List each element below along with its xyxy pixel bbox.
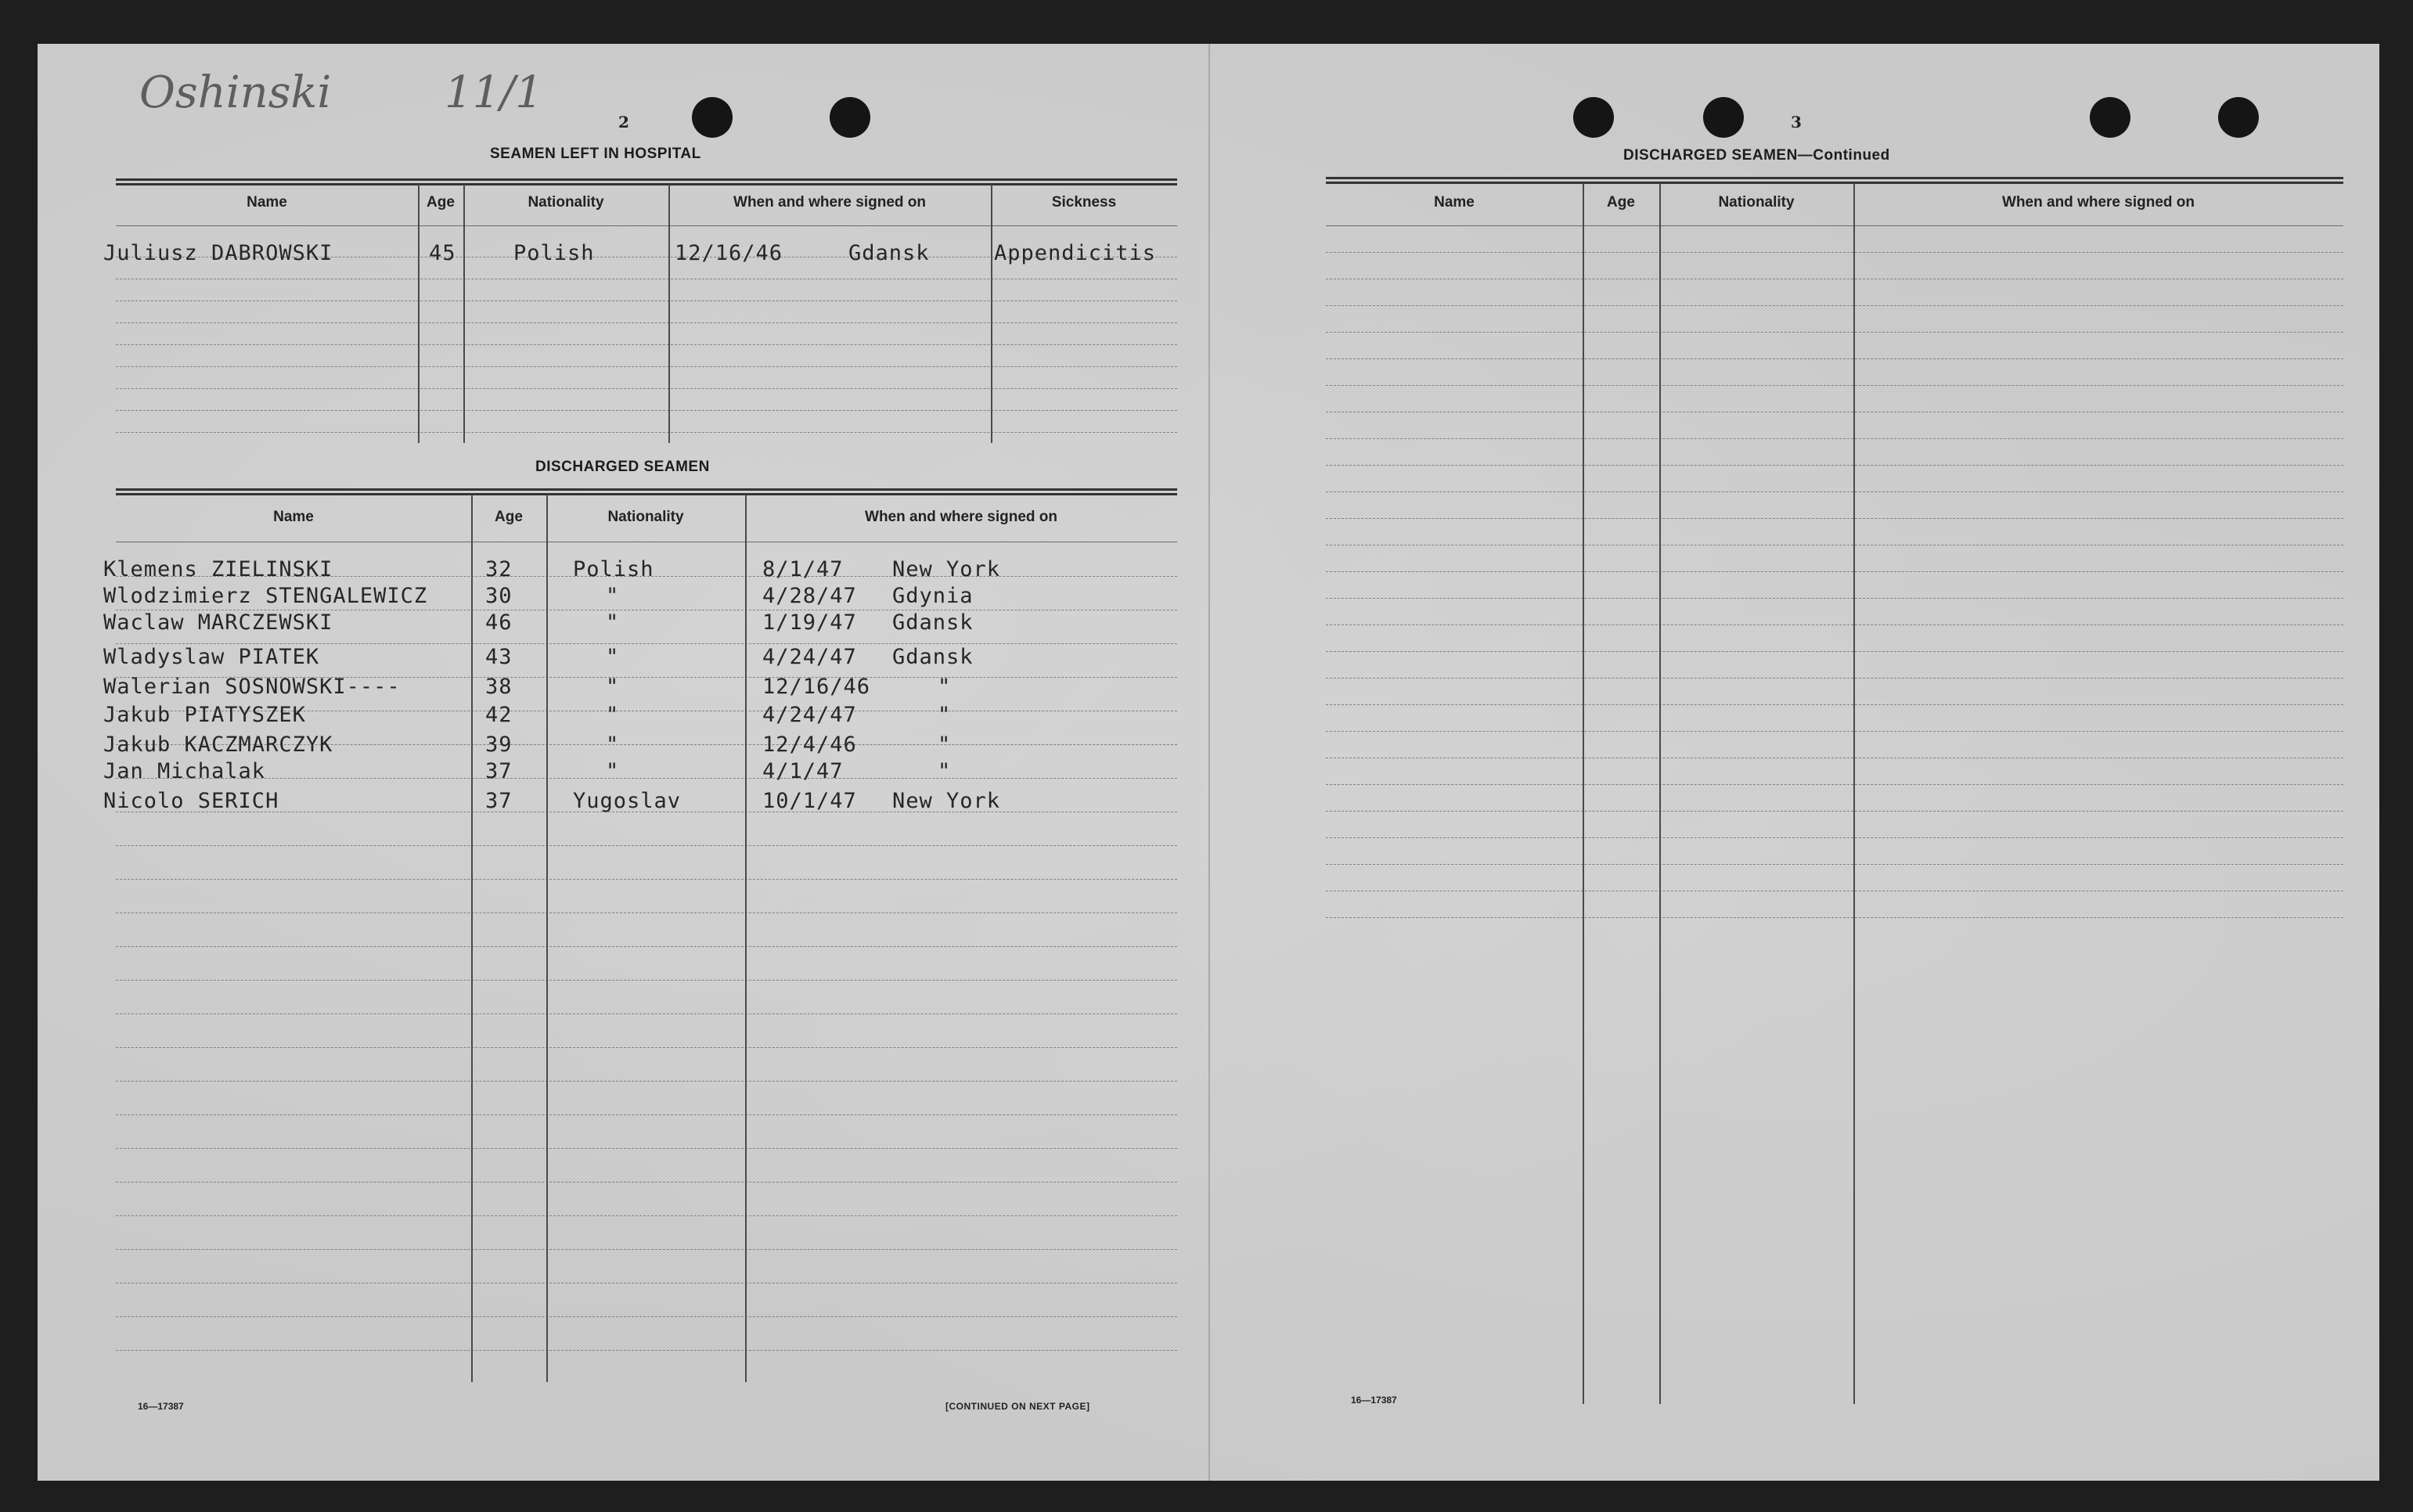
section-title-hospital: SEAMEN LEFT IN HOSPITAL bbox=[490, 146, 701, 162]
ruled-line bbox=[116, 980, 1177, 981]
column-divider bbox=[1853, 183, 1855, 1404]
rule bbox=[116, 178, 1177, 181]
header-underline bbox=[116, 225, 1177, 226]
rule bbox=[116, 493, 1177, 495]
column-divider bbox=[745, 495, 747, 1382]
discharged-name: Jakub PIATYSZEK bbox=[103, 703, 306, 727]
ruled-line bbox=[116, 946, 1177, 947]
ruled-line bbox=[116, 1081, 1177, 1082]
discharged-place: " bbox=[938, 703, 952, 727]
column-header: Name bbox=[1434, 194, 1475, 211]
discharged-nationality: " bbox=[606, 675, 620, 699]
ruled-line bbox=[116, 845, 1177, 846]
column-header: Nationality bbox=[607, 509, 684, 525]
column-divider bbox=[668, 185, 670, 443]
discharged-age: 42 bbox=[485, 703, 513, 727]
column-header: Age bbox=[427, 194, 455, 211]
ruled-line bbox=[1326, 518, 2343, 519]
column-header: When and where signed on bbox=[865, 509, 1057, 525]
discharged-place: " bbox=[938, 675, 952, 699]
discharged-name: Jakub KACZMARCZYK bbox=[103, 733, 333, 757]
discharged-nationality: " bbox=[606, 733, 620, 757]
ruled-line bbox=[116, 388, 1177, 389]
discharged-nationality: " bbox=[606, 584, 620, 608]
column-divider bbox=[1583, 183, 1584, 1404]
hospital-name: Juliusz DABROWSKI bbox=[103, 241, 333, 265]
ruled-line bbox=[1326, 811, 2343, 812]
ruled-line bbox=[1326, 465, 2343, 466]
discharged-age: 38 bbox=[485, 675, 513, 699]
discharged-date: 4/28/47 bbox=[762, 584, 857, 608]
punch-hole bbox=[1703, 97, 1744, 138]
discharged-place: Gdansk bbox=[892, 645, 974, 669]
ruled-line bbox=[116, 344, 1177, 345]
handwritten-name: Oshinski bbox=[139, 67, 332, 118]
form-code: 16—17387 bbox=[138, 1401, 184, 1412]
form-code: 16—17387 bbox=[1351, 1395, 1397, 1406]
hospital-place: Gdansk bbox=[848, 241, 930, 265]
discharged-date: 12/16/46 bbox=[762, 675, 871, 699]
page-number: 3 bbox=[1791, 113, 1802, 131]
hospital-date: 12/16/46 bbox=[675, 241, 783, 265]
discharged-place: " bbox=[938, 733, 952, 757]
page-number: 2 bbox=[618, 113, 629, 131]
ruled-line bbox=[1326, 491, 2343, 492]
hospital-age: 45 bbox=[429, 241, 456, 265]
ruled-line bbox=[116, 1350, 1177, 1351]
ruled-line bbox=[116, 432, 1177, 433]
discharged-name: Nicolo SERICH bbox=[103, 789, 279, 813]
column-header: Age bbox=[1607, 194, 1635, 211]
discharged-name: Waclaw MARCZEWSKI bbox=[103, 610, 333, 635]
discharged-name: Walerian SOSNOWSKI---- bbox=[103, 675, 401, 699]
ruled-line bbox=[1326, 917, 2343, 918]
column-header: Sickness bbox=[1051, 194, 1117, 211]
column-header: When and where signed on bbox=[733, 194, 926, 211]
discharged-age: 37 bbox=[485, 759, 513, 783]
column-divider bbox=[471, 495, 473, 1382]
hospital-nationality: Polish bbox=[513, 241, 595, 265]
discharged-age: 30 bbox=[485, 584, 513, 608]
discharged-nationality: Yugoslav bbox=[573, 789, 682, 813]
punch-hole bbox=[1573, 97, 1614, 138]
column-divider bbox=[991, 185, 992, 443]
discharged-date: 4/24/47 bbox=[762, 703, 857, 727]
ruled-line bbox=[1326, 252, 2343, 253]
ruled-line bbox=[1326, 358, 2343, 359]
column-divider bbox=[546, 495, 548, 1382]
punch-hole bbox=[2090, 97, 2130, 138]
column-header: Name bbox=[247, 194, 287, 211]
ruled-line bbox=[1326, 332, 2343, 333]
ruled-line bbox=[116, 1215, 1177, 1216]
document-sheet bbox=[38, 44, 2379, 1481]
ruled-line bbox=[116, 1148, 1177, 1149]
hospital-sickness: Appendicitis bbox=[994, 241, 1157, 265]
discharged-name: Klemens ZIELINSKI bbox=[103, 557, 333, 581]
discharged-age: 46 bbox=[485, 610, 513, 635]
discharged-nationality: " bbox=[606, 703, 620, 727]
rule bbox=[116, 488, 1177, 491]
punch-hole bbox=[2218, 97, 2259, 138]
discharged-date: 4/1/47 bbox=[762, 759, 844, 783]
ruled-line bbox=[1326, 678, 2343, 679]
discharged-place: " bbox=[938, 759, 952, 783]
discharged-name: Wlodzimierz STENGALEWICZ bbox=[103, 584, 428, 608]
discharged-place: Gdynia bbox=[892, 584, 974, 608]
ruled-line bbox=[116, 879, 1177, 880]
discharged-date: 12/4/46 bbox=[762, 733, 857, 757]
ruled-line bbox=[116, 1013, 1177, 1014]
discharged-date: 1/19/47 bbox=[762, 610, 857, 635]
rule bbox=[1326, 177, 2343, 179]
ruled-line bbox=[116, 322, 1177, 323]
ruled-line bbox=[116, 366, 1177, 367]
discharged-age: 39 bbox=[485, 733, 513, 757]
continued-note: [CONTINUED ON NEXT PAGE] bbox=[945, 1401, 1090, 1412]
column-header: When and where signed on bbox=[2002, 194, 2195, 211]
left-page bbox=[38, 44, 1208, 1481]
ruled-line bbox=[116, 778, 1177, 779]
ruled-line bbox=[1326, 651, 2343, 652]
discharged-place: Gdansk bbox=[892, 610, 974, 635]
rule bbox=[1326, 182, 2343, 184]
header-underline bbox=[1326, 225, 2343, 226]
section-title-discharged-continued: DISCHARGED SEAMEN—Continued bbox=[1623, 147, 1890, 164]
discharged-nationality: " bbox=[606, 610, 620, 635]
ruled-line bbox=[116, 1316, 1177, 1317]
ruled-line bbox=[1326, 571, 2343, 572]
ruled-line bbox=[116, 1249, 1177, 1250]
column-header: Age bbox=[495, 509, 523, 525]
discharged-place: New York bbox=[892, 789, 1001, 813]
rule bbox=[116, 183, 1177, 185]
column-divider bbox=[1659, 183, 1661, 1404]
ruled-line bbox=[1326, 731, 2343, 732]
ruled-line bbox=[1326, 305, 2343, 306]
discharged-date: 8/1/47 bbox=[762, 557, 844, 581]
column-header: Nationality bbox=[528, 194, 604, 211]
discharged-nationality: " bbox=[606, 759, 620, 783]
ruled-line bbox=[1326, 837, 2343, 838]
column-header: Nationality bbox=[1718, 194, 1795, 211]
ruled-line bbox=[116, 410, 1177, 411]
discharged-date: 10/1/47 bbox=[762, 789, 857, 813]
punch-hole bbox=[830, 97, 870, 138]
ruled-line bbox=[116, 1114, 1177, 1115]
ruled-line bbox=[1326, 784, 2343, 785]
handwritten-number: 11/1 bbox=[445, 67, 543, 118]
section-title-discharged: DISCHARGED SEAMEN bbox=[535, 459, 710, 475]
discharged-place: New York bbox=[892, 557, 1001, 581]
discharged-nationality: " bbox=[606, 645, 620, 669]
discharged-nationality: Polish bbox=[573, 557, 654, 581]
discharged-age: 37 bbox=[485, 789, 513, 813]
ruled-line bbox=[1326, 704, 2343, 705]
discharged-name: Wladyslaw PIATEK bbox=[103, 645, 320, 669]
ruled-line bbox=[1326, 598, 2343, 599]
ruled-line bbox=[116, 1182, 1177, 1183]
ruled-line bbox=[1326, 385, 2343, 386]
ruled-line bbox=[116, 643, 1177, 644]
discharged-age: 43 bbox=[485, 645, 513, 669]
right-page bbox=[1208, 44, 2381, 1481]
column-divider bbox=[463, 185, 465, 443]
column-divider bbox=[418, 185, 420, 443]
discharged-date: 4/24/47 bbox=[762, 645, 857, 669]
discharged-age: 32 bbox=[485, 557, 513, 581]
ruled-line bbox=[116, 1047, 1177, 1048]
discharged-name: Jan Michalak bbox=[103, 759, 266, 783]
punch-hole bbox=[692, 97, 733, 138]
column-header: Name bbox=[273, 509, 314, 525]
ruled-line bbox=[1326, 864, 2343, 865]
ruled-line bbox=[1326, 438, 2343, 439]
